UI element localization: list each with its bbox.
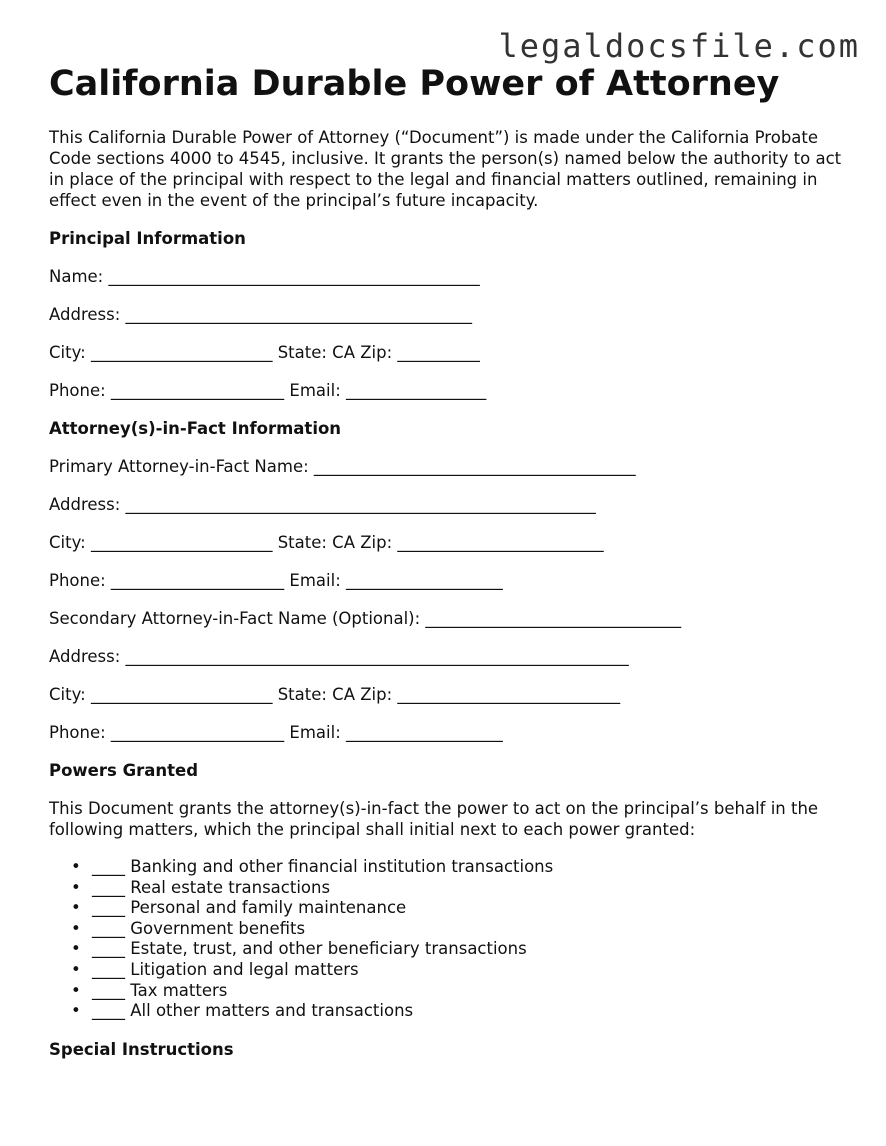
secondary-attorney-name-field: Secondary Attorney-in-Fact Name (Optional): _______________________________: [49, 609, 682, 628]
power-item-family-maintenance: [49, 898, 849, 919]
power-item-label: ____ Personal and family maintenance: [92, 898, 407, 918]
power-item-all-other: [49, 1001, 849, 1022]
power-item-label: ____ Banking and other financial institution transactions: [92, 857, 554, 876]
power-item-government-benefits: [49, 919, 849, 940]
primary-attorney-phone-email-field: Phone: _____________________ Email: ___________________: [49, 571, 503, 590]
powers-description: This Document grants the attorney(s)-in-fact the power to act on the principal’s behalf in the following matters, which the principal shall initial next to each power granted:: [49, 799, 819, 839]
power-item-label: ____ Tax matters: [92, 980, 228, 1000]
bullet-icon: •: [71, 857, 81, 876]
principal-city-state-zip-field: City: ______________________ State: CA Zip: __________: [49, 343, 480, 362]
power-item-label: ____ Estate, trust, and other beneficiary transactions: [92, 939, 527, 959]
secondary-attorney-city-state-zip-field: City: ______________________ State: CA Zip: ___________________________: [49, 685, 621, 704]
power-item-label: ____ Real estate transactions: [92, 877, 331, 897]
attorneys-section: [49, 401, 849, 743]
secondary-attorney-phone-email-field: Phone: _____________________ Email: ___________________: [49, 723, 503, 742]
principal-section: [49, 211, 849, 401]
power-item-estate-trust: [49, 939, 849, 960]
special-instructions-heading: Special Instructions: [49, 1039, 234, 1059]
powers-section: [49, 743, 849, 1022]
power-item-tax: [49, 981, 849, 1002]
attorneys-heading: Attorney(s)-in-Fact Information: [49, 419, 342, 438]
bullet-icon: •: [71, 918, 81, 938]
bullet-icon: •: [71, 959, 81, 979]
principal-heading: Principal Information: [49, 229, 246, 248]
special-instructions-section: [49, 1022, 849, 1060]
primary-attorney-address-field: Address: _________________________________________________________: [49, 495, 596, 514]
bullet-icon: •: [71, 939, 81, 959]
powers-heading: Powers Granted: [49, 761, 199, 780]
principal-name-field: Name: _____________________________________________: [49, 267, 480, 286]
bullet-icon: •: [71, 898, 81, 918]
bullet-icon: •: [71, 1001, 81, 1021]
bullet-icon: •: [71, 980, 81, 1000]
principal-phone-email-field: Phone: _____________________ Email: _________________: [49, 381, 487, 400]
document-body: [49, 127, 849, 1060]
power-item-real-estate: [49, 878, 849, 899]
primary-attorney-city-state-zip-field: City: ______________________ State: CA Zip: _________________________: [49, 533, 604, 552]
watermark: legaldocsfile.com: [498, 27, 860, 65]
power-item-litigation: [49, 960, 849, 981]
primary-attorney-name-field: Primary Attorney-in-Fact Name: _______________________________________: [49, 457, 636, 476]
document-title: California Durable Power of Attorney: [49, 64, 780, 104]
power-item-label: ____ Litigation and legal matters: [92, 959, 359, 979]
principal-address-field: Address: __________________________________________: [49, 305, 473, 324]
intro-paragraph: This California Durable Power of Attorney (“Document”) is made under the California Probate Code sections 4000 to 4545, inclusive. It grants the person(s) named below the authority to act in place of the principal with respect to the legal and financial matters outlined, remaining in effect even in the event of the principal’s future incapacity.: [49, 128, 842, 210]
power-item-banking: [49, 857, 849, 878]
bullet-icon: •: [71, 877, 81, 897]
power-item-label: ____ Government benefits: [92, 918, 306, 938]
power-item-label: ____ All other matters and transactions: [92, 1001, 414, 1021]
secondary-attorney-address-field: Address: _____________________________________________________________: [49, 647, 629, 666]
powers-list: [49, 840, 849, 1022]
